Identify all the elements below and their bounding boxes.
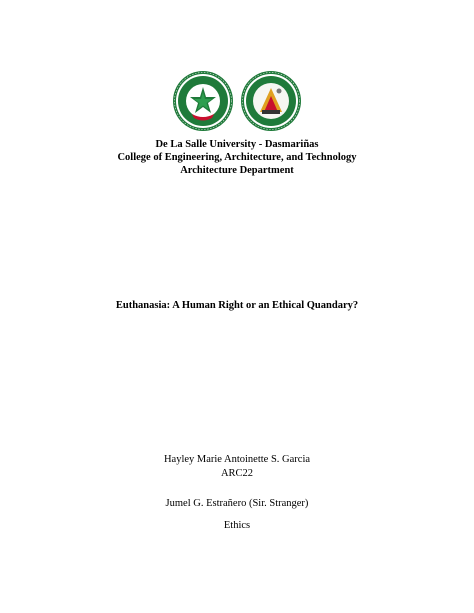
institution-header — [0, 138, 474, 177]
document-title: Euthanasia: A Human Right or an Ethical Quandary? — [115, 300, 359, 311]
college-name: College of Engineering, Architecture, and Technology — [117, 152, 357, 163]
instructor-name: Jumel G. Estrañero (Sir. Stranger) — [165, 498, 309, 509]
author-name: Hayley Marie Antoinette S. Garcia — [163, 454, 311, 465]
logo-row — [0, 70, 474, 132]
department-name: Architecture Department — [180, 165, 294, 176]
subject-name: Ethics — [223, 520, 251, 531]
university-name: De La Salle University - Dasmariñas — [155, 139, 319, 150]
university-seal-logo — [172, 70, 234, 132]
college-seal-logo — [240, 70, 302, 132]
author-section: ARC22 — [220, 468, 254, 479]
